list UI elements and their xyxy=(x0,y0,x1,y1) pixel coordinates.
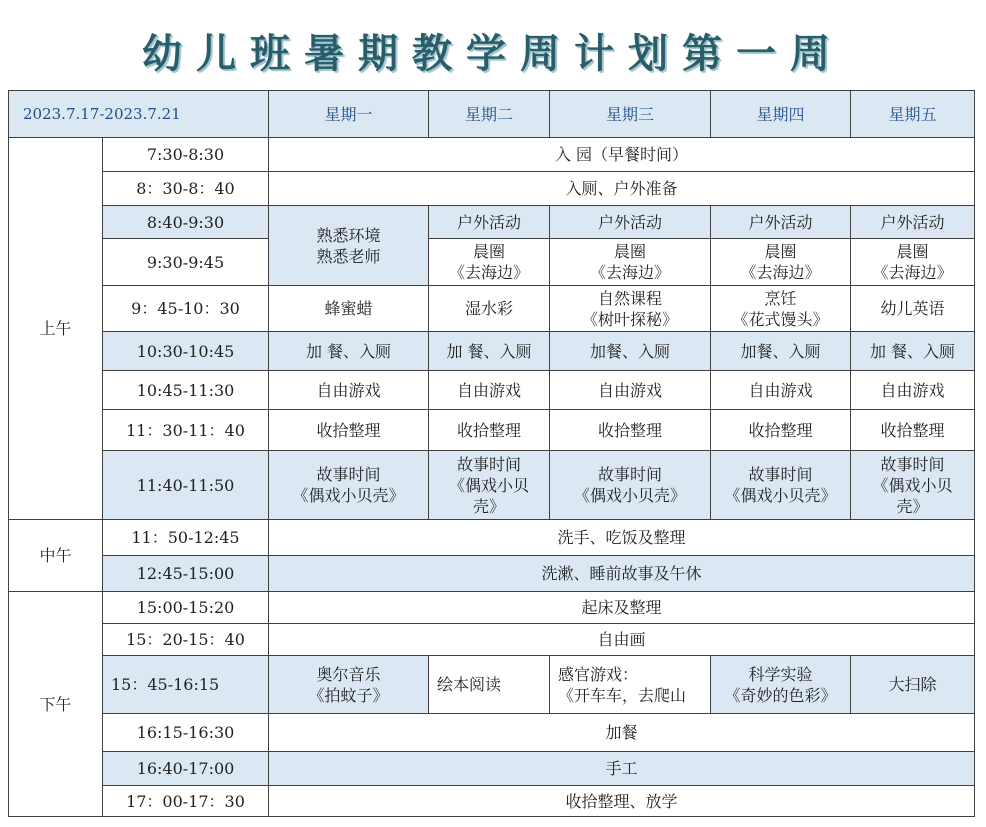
cell-line: 科学实验 xyxy=(748,664,813,684)
time-cell: 11：50-12:45 xyxy=(103,520,269,556)
table-row xyxy=(9,332,975,371)
activity-cell: 自由游戏 xyxy=(550,371,711,410)
cell-line: 自然课程 xyxy=(597,288,662,308)
activity-cell xyxy=(851,239,975,286)
cell-line: 《偶戏小贝 xyxy=(872,475,953,495)
cell-line: 故事时间 xyxy=(456,454,521,474)
cell-line: 故事时间 xyxy=(880,454,945,474)
activity-cell: 自由游戏 xyxy=(429,371,550,410)
activity-cell: 收拾整理 xyxy=(550,410,711,451)
activity-cell: 收拾整理 xyxy=(851,410,975,451)
activity-cell: 户外活动 xyxy=(429,206,550,239)
table-row xyxy=(9,286,975,332)
activity-cell: 自由游戏 xyxy=(711,371,851,410)
cell-line: 晨圈 xyxy=(764,242,797,261)
activity-cell xyxy=(550,451,711,520)
activity-cell: 自由画 xyxy=(269,624,975,656)
time-cell: 15:00-15:20 xyxy=(103,592,269,624)
activity-cell xyxy=(550,286,711,332)
time-cell: 7:30-8:30 xyxy=(103,138,269,172)
cell-line: 《偶戏小贝壳》 xyxy=(724,486,837,505)
cell-line: 《拍蚊子》 xyxy=(308,685,389,705)
cell-line: 故事时间 xyxy=(748,465,813,484)
table-row xyxy=(9,752,975,786)
activity-cell: 户外活动 xyxy=(550,206,711,239)
header-row xyxy=(9,91,975,138)
time-cell: 8:40-9:30 xyxy=(103,206,269,239)
table-row xyxy=(9,656,975,714)
activity-cell xyxy=(429,239,550,286)
time-cell: 15：20-15：40 xyxy=(103,624,269,656)
cell-line: 熟悉环境 xyxy=(316,225,381,245)
cell-line: 烹饪 xyxy=(764,288,797,308)
activity-cell xyxy=(711,656,851,714)
table-row xyxy=(9,371,975,410)
time-cell: 10:45-11:30 xyxy=(103,371,269,410)
time-cell: 9:30-9:45 xyxy=(103,239,269,286)
activity-cell: 加餐、入厕 xyxy=(550,332,711,371)
activity-cell: 蜂蜜蜡 xyxy=(269,286,429,332)
cell-line: 壳》 xyxy=(472,496,505,516)
page-title: 幼儿班暑期教学周计划第一周 xyxy=(142,31,844,77)
activity-cell: 手工 xyxy=(269,752,975,786)
cell-line: 《偶戏小贝壳》 xyxy=(573,486,686,505)
activity-cell: 加 餐、入厕 xyxy=(429,332,550,371)
activity-cell xyxy=(269,656,429,714)
table-row xyxy=(9,410,975,451)
cell-line: 《去海边》 xyxy=(448,263,529,282)
time-cell: 9：45-10：30 xyxy=(103,286,269,332)
activity-cell xyxy=(711,239,851,286)
period-afternoon: 下午 xyxy=(9,592,103,817)
time-cell: 11：30-11：40 xyxy=(103,410,269,451)
cell-line: 《花式馒头》 xyxy=(732,309,829,329)
cell-line: 感官游戏： xyxy=(558,664,639,684)
activity-cell: 自由游戏 xyxy=(851,371,975,410)
activity-cell: 湿水彩 xyxy=(429,286,550,332)
time-cell: 16:40-17:00 xyxy=(103,752,269,786)
table-row xyxy=(9,786,975,817)
table-row xyxy=(9,451,975,520)
cell-line: 晨圈 xyxy=(472,242,505,261)
activity-cell xyxy=(711,451,851,520)
table-row xyxy=(9,556,975,592)
table-row xyxy=(9,206,975,239)
cell-line: 《去海边》 xyxy=(589,263,670,282)
day-header-tue: 星期二 xyxy=(429,91,550,138)
cell-line: 奥尔音乐 xyxy=(316,664,381,684)
day-header-wed: 星期三 xyxy=(550,91,711,138)
time-cell: 10:30-10:45 xyxy=(103,332,269,371)
cell-line: 《开车车，去爬山 xyxy=(558,685,687,705)
activity-cell: 加 餐、入厕 xyxy=(269,332,429,371)
activity-cell: 收拾整理、放学 xyxy=(269,786,975,817)
activity-cell: 入 园（早餐时间） xyxy=(269,138,975,172)
activity-cell xyxy=(269,451,429,520)
cell-line: 《去海边》 xyxy=(740,263,821,282)
cell-line: 故事时间 xyxy=(316,465,381,484)
table-row xyxy=(9,138,975,172)
table-row xyxy=(9,172,975,206)
activity-cell: 入厕、户外准备 xyxy=(269,172,975,206)
activity-cell: 加 餐、入厕 xyxy=(851,332,975,371)
activity-cell xyxy=(851,451,975,520)
time-cell: 8：30-8：40 xyxy=(103,172,269,206)
activity-cell: 加餐、入厕 xyxy=(711,332,851,371)
cell-line: 《偶戏小贝 xyxy=(448,475,529,495)
cell-line: 《偶戏小贝壳》 xyxy=(292,486,405,505)
table-row xyxy=(9,520,975,556)
cell-line: 熟悉老师 xyxy=(316,246,381,266)
cell-line: 《奇妙的色彩》 xyxy=(724,685,837,705)
activity-cell: 幼儿英语 xyxy=(851,286,975,332)
table-row xyxy=(9,239,975,286)
period-noon: 中午 xyxy=(9,520,103,592)
table-row xyxy=(9,592,975,624)
cell-line: 《去海边》 xyxy=(872,263,953,282)
activity-cell: 绘本阅读 xyxy=(429,656,550,714)
time-cell: 12:45-15:00 xyxy=(103,556,269,592)
activity-cell: 加餐 xyxy=(269,714,975,752)
activity-cell: 收拾整理 xyxy=(429,410,550,451)
day-header-mon: 星期一 xyxy=(269,91,429,138)
activity-cell: 起床及整理 xyxy=(269,592,975,624)
period-morning: 上午 xyxy=(9,138,103,520)
day-header-fri: 星期五 xyxy=(851,91,975,138)
activity-cell: 自由游戏 xyxy=(269,371,429,410)
activity-cell: 收拾整理 xyxy=(711,410,851,451)
time-cell: 17：00-17：30 xyxy=(103,786,269,817)
activity-cell: 户外活动 xyxy=(851,206,975,239)
table-row xyxy=(9,624,975,656)
cell-line: 晨圈 xyxy=(896,242,929,261)
day-header-thu: 星期四 xyxy=(711,91,851,138)
time-cell: 16:15-16:30 xyxy=(103,714,269,752)
date-range: 2023.7.17-2023.7.21 xyxy=(9,91,269,138)
table-row xyxy=(9,714,975,752)
activity-cell xyxy=(550,239,711,286)
cell-line: 故事时间 xyxy=(597,465,662,484)
time-cell: 15：45-16:15 xyxy=(103,656,269,714)
time-cell: 11:40-11:50 xyxy=(103,451,269,520)
activity-cell: 收拾整理 xyxy=(269,410,429,451)
activity-cell: 洗手、吃饭及整理 xyxy=(269,520,975,556)
activity-cell xyxy=(711,286,851,332)
activity-cell xyxy=(269,206,429,286)
activity-cell: 洗漱、睡前故事及午休 xyxy=(269,556,975,592)
cell-line: 壳》 xyxy=(896,496,929,516)
schedule-table xyxy=(8,90,975,817)
activity-cell xyxy=(429,451,550,520)
cell-line: 《树叶探秘》 xyxy=(581,309,678,329)
cell-line: 晨圈 xyxy=(613,242,646,261)
activity-cell: 户外活动 xyxy=(711,206,851,239)
activity-cell xyxy=(550,656,711,714)
activity-cell: 大扫除 xyxy=(851,656,975,714)
